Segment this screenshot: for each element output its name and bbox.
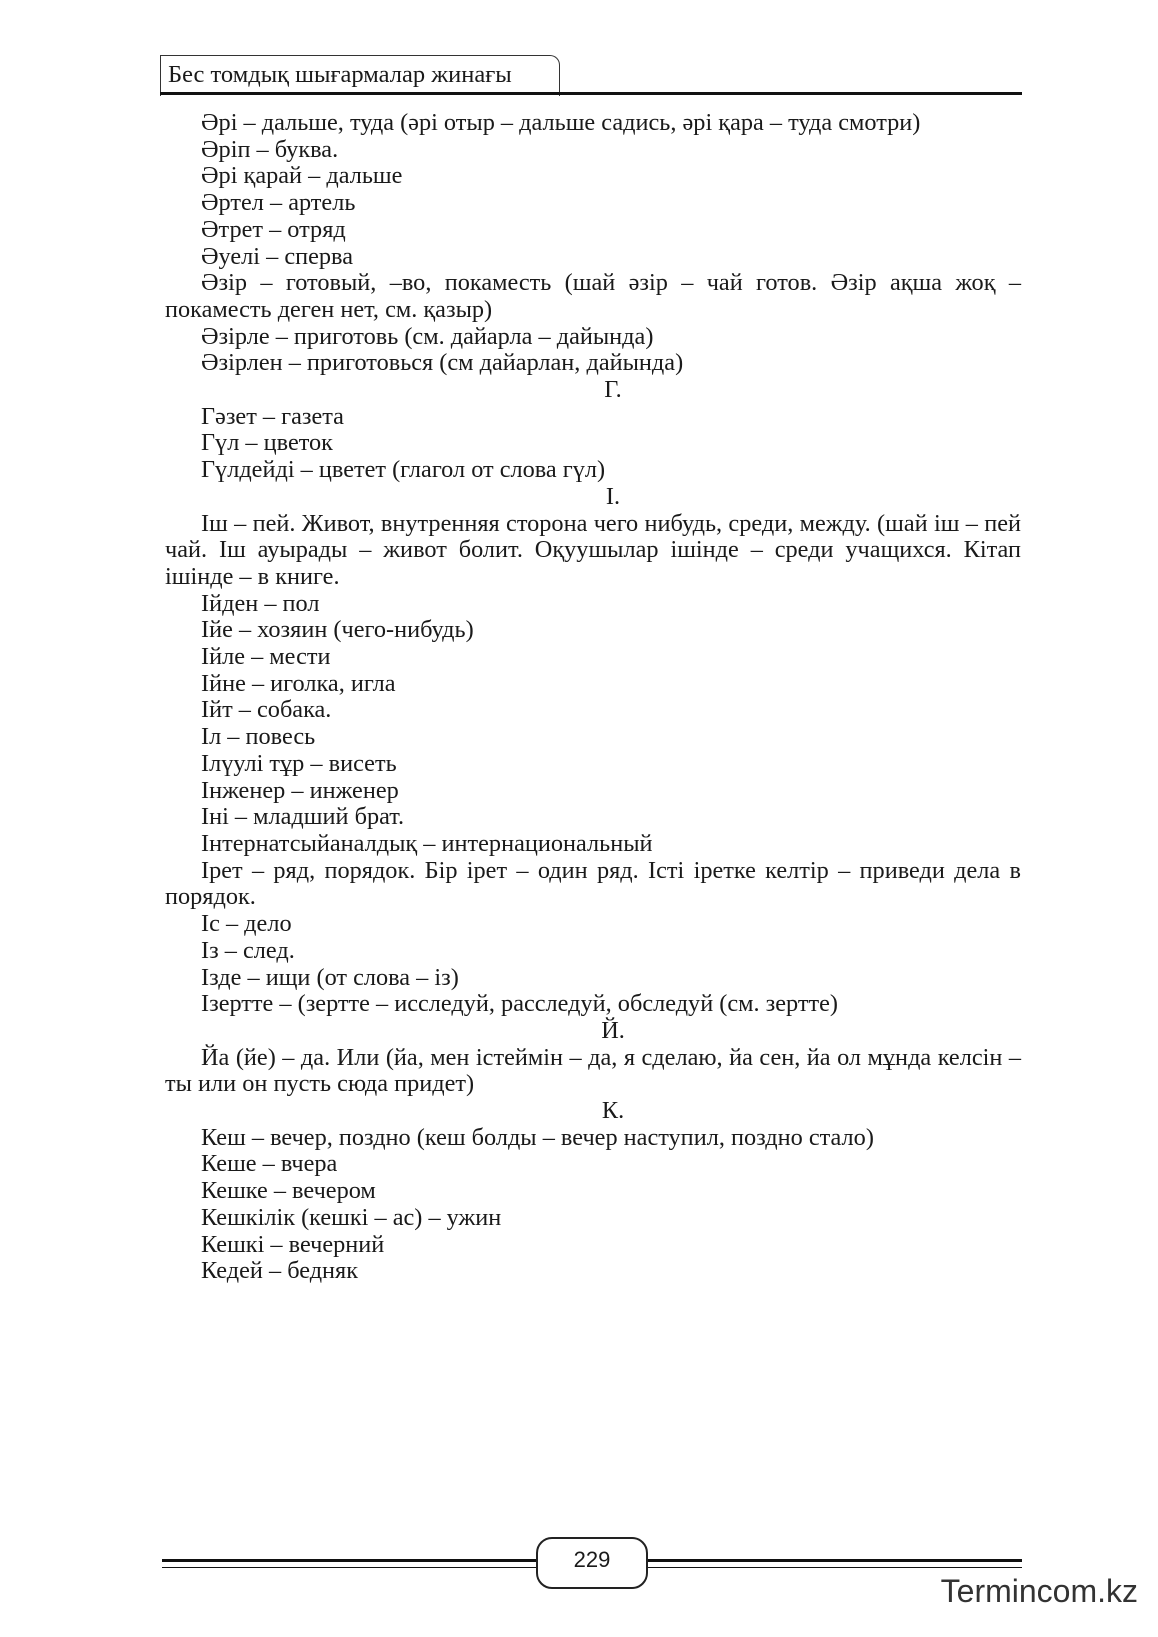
dictionary-entry: Кеше – вчера (201, 1150, 338, 1178)
dictionary-entry: Гүлдейді – цветет (глагол от слова гүл) (201, 456, 606, 484)
dictionary-entry: Іні – младший брат. (201, 803, 405, 831)
section-g (165, 404, 1021, 484)
dictionary-entry: Әзірлен – приготовься (см дайарлан, дайында) (201, 349, 684, 377)
section-heading-i: І. (605, 482, 621, 510)
dictionary-entry: Гүл – цветок (201, 429, 333, 457)
dictionary-entry: Ілүулі тұр – висеть (201, 749, 397, 777)
book-title: Бес томдық шығармалар жинағы (168, 61, 512, 88)
dictionary-entry: Іш – пей. Живот, внутренняя сторона чего нибудь, среди, между. (шай іш – пей чай. Іш ауырады – живот болит. Оқуушылар ішінде – среди учащихся. Кітап ішінде – в книге. (165, 509, 1021, 590)
dictionary-entry: Кеш – вечер, поздно (кеш болды – вечер наступил, поздно стало) (201, 1123, 874, 1151)
dictionary-entry: Інженер – инженер (201, 776, 399, 804)
dictionary-entry: Ійт – собака. (201, 696, 332, 724)
dictionary-entry: Әуелі – сперва (201, 242, 353, 270)
dictionary-entry: Ійден – пол (201, 589, 320, 617)
dictionary-entry: Ійне – иголка, игла (201, 669, 396, 697)
dictionary-entry: Әрі қарай – дальше (201, 162, 403, 190)
dictionary-entry: Ізертте – (зертте – исследуй, расследуй, обследуй (см. зертте) (201, 990, 838, 1018)
dictionary-entry: Әрі – дальше, туда (әрі отыр – дальше садись, әрі қара – туда смотри) (201, 109, 921, 136)
dictionary-entry: Ійле – мести (201, 643, 331, 671)
dictionary-entry: Інтернатсыйаналдық – интернациональный (201, 829, 653, 857)
dictionary-entry: Әріп – буква. (201, 135, 339, 163)
dictionary-entry: Кешкі – вечерний (201, 1230, 385, 1258)
dictionary-entry: Әзірле – приготовь (см. дайарла – дайында) (201, 322, 654, 350)
dictionary-entry: Із – след. (201, 936, 295, 964)
dictionary-entry: Йа (йе) – да. Или (йа, мен істеймін – да, я сделаю, йа сен, йа ол мұнда келсін – ты или он пусть сюда придет) (165, 1043, 1021, 1098)
dictionary-entry: Ійе – хозяин (чего-нибудь) (201, 616, 474, 644)
page-number: 229 (573, 1547, 611, 1572)
dictionary-content (165, 110, 1021, 1285)
dictionary-entry: Ізде – ищи (от слова – із) (201, 963, 459, 991)
section-heading-g: Г. (604, 376, 622, 404)
section-heading-y: Й. (601, 1016, 625, 1044)
dictionary-entry: Кешкілік (кешкі – ас) – ужин (201, 1203, 502, 1231)
section-heading-k: К. (601, 1097, 625, 1125)
watermark-logo: Termincom.kz (940, 1573, 1138, 1609)
section-a (165, 110, 1021, 377)
dictionary-entry: Әзір – готовый, –во, покаместь (шай әзір – чай готов. Әзір ақша жоқ – покаместь деген нет, см. қазыр) (165, 269, 1021, 323)
section-y (165, 1045, 1021, 1098)
dictionary-entry: Гәзет – газета (201, 402, 344, 430)
section-i (165, 511, 1021, 1018)
dictionary-entry: Ірет – ряд, порядок. Бір ірет – один ряд. Істі іретке келтір – приведи дела в порядок. (165, 856, 1021, 911)
dictionary-entry: Іл – повесь (201, 723, 316, 751)
section-k (165, 1125, 1021, 1285)
dictionary-entry: Әртел – артель (201, 189, 356, 217)
header-rule (160, 92, 1022, 95)
dictionary-entry: Кешке – вечером (201, 1177, 376, 1205)
dictionary-entry: Іс – дело (201, 910, 292, 938)
dictionary-entry: Әтрет – отряд (201, 215, 346, 243)
dictionary-entry: Кедей – бедняк (201, 1257, 359, 1285)
